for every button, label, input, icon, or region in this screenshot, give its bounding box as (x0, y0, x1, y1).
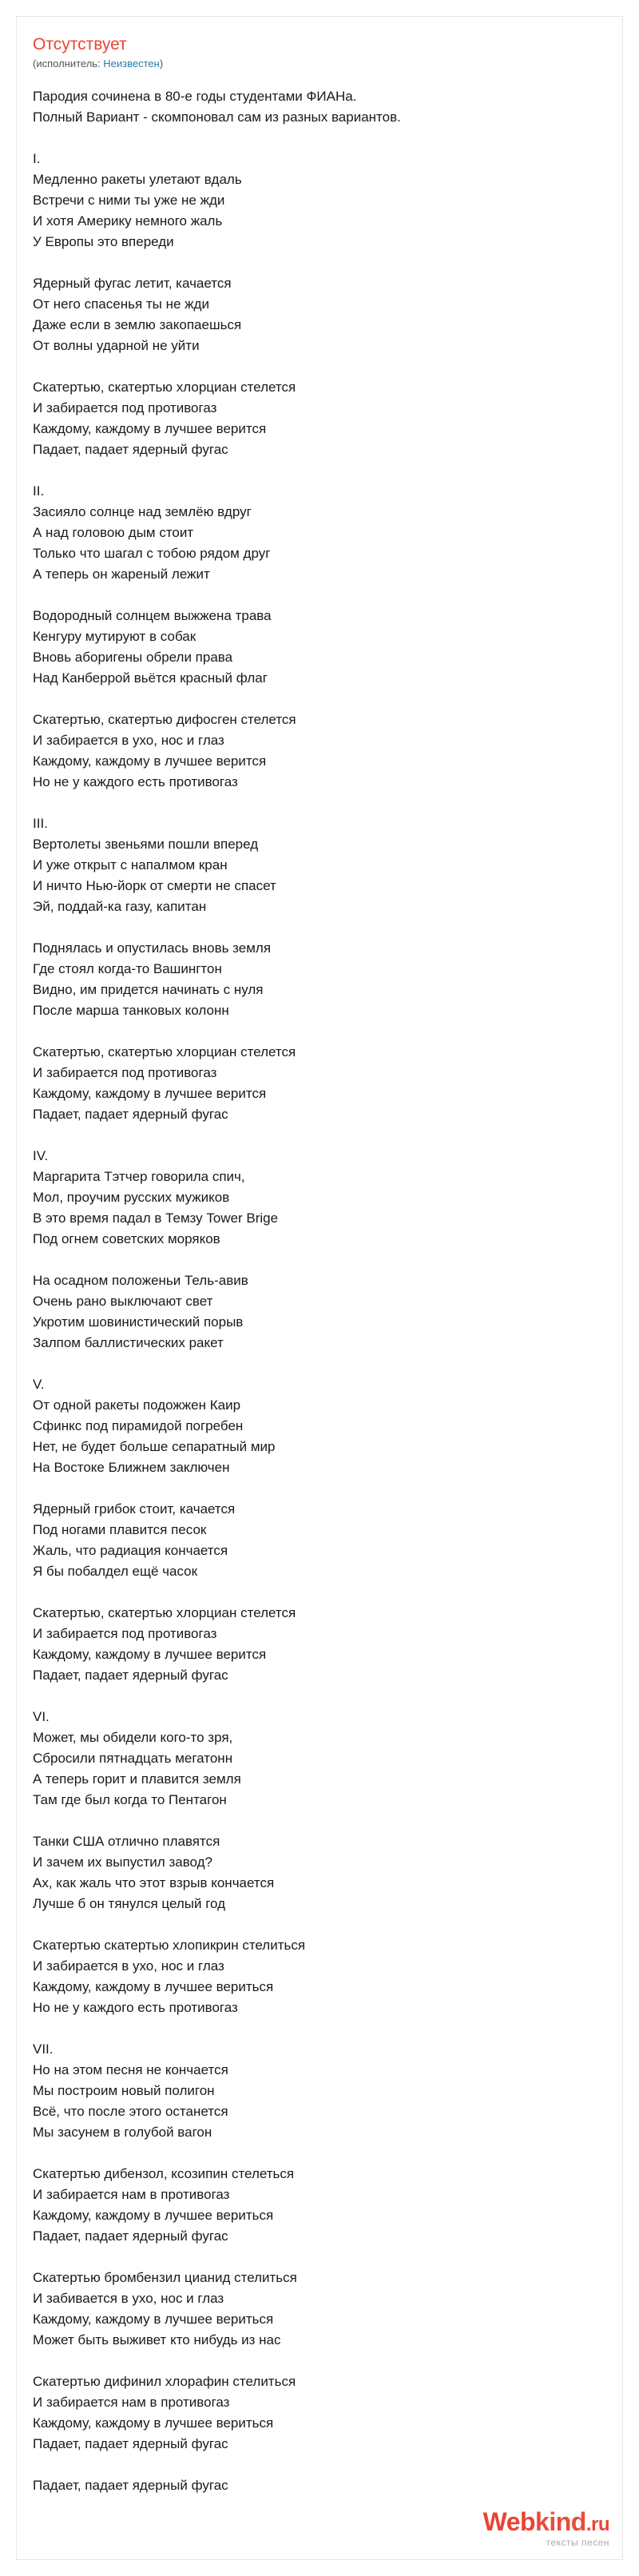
site-logo[interactable] (483, 2508, 609, 2548)
lyric-line: На осадном положеньи Тель-авив (33, 1273, 248, 1288)
lyric-line: Там где был когда то Пентагон (33, 1792, 227, 1807)
lyric-line: И забирается под противогаз (33, 1065, 217, 1080)
lyric-line: Маргарита Тэтчер говорила спич, (33, 1169, 245, 1184)
stanza-break (33, 793, 606, 813)
lyric-line: Вертолеты звеньями пошли вперед (33, 837, 259, 852)
logo-ru: .ru (585, 2514, 609, 2535)
lyric-line: IV. (33, 1148, 49, 1163)
lyric-line: И забирается нам в противогаз (33, 2395, 230, 2410)
lyric-line: VII. (33, 2041, 54, 2057)
stanza-break (33, 1021, 606, 1042)
lyric-line: Ах, как жаль что этот взрыв кончается (33, 1875, 275, 1890)
lyric-line: Над Канберрой вьётся красный флаг (33, 670, 268, 686)
stanza-break (33, 1914, 606, 1935)
lyric-line: Скатертью дибензол, ксозипин стелеться (33, 2166, 295, 2181)
lyric-line: Поднялась и опустилась вновь земля (33, 940, 272, 956)
lyric-line: Ядерный фугас летит, качается (33, 276, 232, 291)
lyric-line: Каждому, каждому в лучшее вериться (33, 1979, 274, 1994)
lyric-line: Может быть выживет кто нибудь из нас (33, 2332, 281, 2347)
stanza-break (33, 2351, 606, 2371)
lyric-line: Жаль, что радиация кончается (33, 1543, 228, 1558)
artist-prefix: (исполнитель: (33, 58, 104, 70)
lyric-line: Падает, падает ядерный фугас (33, 442, 228, 457)
lyric-line: От волны ударной не уйти (33, 338, 200, 353)
lyric-line: Мы засунем в голубой вагон (33, 2125, 212, 2140)
lyric-line: Каждому, каждому в лучшее вериться (33, 2415, 274, 2431)
lyric-line: Скатертью скатертью хлопикрин стелиться (33, 1938, 306, 1953)
lyric-line: И забивается в ухо, нос и глаз (33, 2291, 224, 2306)
stanza-break (33, 252, 606, 273)
lyric-line: Видно, им придется начинать с нуля (33, 982, 264, 997)
lyric-line: И забирается под противогаз (33, 400, 217, 415)
lyric-line: В это время падал в Темзу Tower Brige (33, 1210, 279, 1226)
stanza-break (33, 460, 606, 481)
lyric-line: Сфинкс под пирамидой погребен (33, 1418, 244, 1433)
stanza-break (33, 1582, 606, 1603)
stanza-break (33, 1811, 606, 1831)
stanza-break (33, 1125, 606, 1146)
stanza-break (33, 917, 606, 938)
lyric-line: Падает, падает ядерный фугас (33, 2228, 228, 2244)
lyric-line: И зачем их выпустил завод? (33, 1854, 212, 1870)
song-title: Отсутствует (33, 35, 127, 54)
lyric-line: И ничто Нью-йорк от смерти не спасет (33, 878, 276, 893)
stanza-break (33, 2247, 606, 2268)
artist-line (33, 58, 606, 70)
lyric-line: И забирается в ухо, нос и глаз (33, 733, 224, 748)
lyric-line: У Европы это впереди (33, 234, 174, 249)
lyric-line: Водородный солнцем выжжена трава (33, 608, 272, 623)
lyric-line: И забирается в ухо, нос и глаз (33, 1958, 224, 1974)
lyric-line: Пародия сочинена в 80-е годы студентами ФИАНа. (33, 89, 357, 104)
lyric-line: Очень рано выключают свет (33, 1294, 213, 1309)
lyric-line: Лучше б он тянулся целый год (33, 1896, 226, 1911)
lyric-line: Но на этом песня не кончается (33, 2062, 228, 2077)
lyric-line: А теперь горит и плавится земля (33, 1771, 241, 1787)
lyric-line: И забирается под противогаз (33, 1626, 217, 1641)
lyric-line: Скатертью, скатертью хлорциан стелется (33, 380, 296, 395)
lyric-line: Нет, не будет больше сепаратный мир (33, 1439, 276, 1454)
lyric-line: Скатертью, скатертью дифосген стелется (33, 712, 296, 727)
stanza-break (33, 128, 606, 149)
lyric-line: III. (33, 816, 48, 831)
lyric-line: Встречи с ними ты уже не жди (33, 193, 225, 208)
logo-subtitle: тексты песен (546, 2537, 609, 2548)
lyrics-page (16, 16, 623, 2560)
lyric-line: Где стоял когда-то Вашингтон (33, 961, 222, 976)
lyric-line: От одной ракеты подожжен Каир (33, 1397, 241, 1413)
lyric-line: Мы построим новый полигон (33, 2083, 215, 2098)
lyric-line: Скатертью бромбензил цианид стелиться (33, 2270, 297, 2285)
lyric-line: И забирается нам в противогаз (33, 2187, 230, 2202)
lyric-line: Засияло солнце над землёю вдруг (33, 504, 252, 519)
stanza-break (33, 356, 606, 377)
lyric-line: Даже если в землю закопаешься (33, 317, 242, 332)
lyric-line: Залпом баллистических ракет (33, 1335, 224, 1350)
lyric-line: А теперь он жареный лежит (33, 566, 210, 582)
lyric-line: Ядерный грибок стоит, качается (33, 1501, 236, 1517)
stanza-break (33, 2455, 606, 2475)
lyric-line: Сбросили пятнадцать мегатонн (33, 1751, 233, 1766)
lyric-line: Только что шагал с тобою рядом друг (33, 546, 271, 561)
lyric-line: Укротим шовинистический порыв (33, 1314, 244, 1330)
lyric-line: Скатертью, скатертью хлорциан стелется (33, 1605, 296, 1620)
lyric-line: Каждому, каждому в лучшее верится (33, 753, 267, 769)
stanza-break (33, 689, 606, 710)
lyric-line: Каждому, каждому в лучшее верится (33, 1647, 267, 1662)
lyric-line: Эй, поддай-ка газу, капитан (33, 899, 207, 914)
lyric-line: От него спасенья ты не жди (33, 296, 209, 312)
stanza-break (33, 1686, 606, 1707)
lyric-line: V. (33, 1377, 45, 1392)
stanza-break (33, 2018, 606, 2039)
lyric-line: Медленно ракеты улетают вдаль (33, 172, 242, 187)
lyric-line: Падает, падает ядерный фугас (33, 1107, 228, 1122)
lyric-line: Всё, что после этого останется (33, 2104, 228, 2119)
lyric-line: Но не у каждого есть противогаз (33, 774, 238, 789)
lyric-line: Но не у каждого есть противогаз (33, 2000, 238, 2015)
artist-link[interactable]: Неизвестен (103, 58, 160, 70)
lyric-line: II. (33, 483, 45, 499)
lyric-line: После марша танковых колонн (33, 1003, 229, 1018)
stanza-break (33, 1478, 606, 1499)
lyric-line: На Востоке Ближнем заключен (33, 1460, 230, 1475)
lyric-line: Каждому, каждому в лучшее вериться (33, 2312, 274, 2327)
lyric-line: I. (33, 151, 41, 166)
logo-wordmark (483, 2508, 609, 2538)
lyric-line: Каждому, каждому в лучшее верится (33, 421, 267, 436)
stanza-break (33, 585, 606, 606)
lyric-line: Падает, падает ядерный фугас (33, 2436, 228, 2451)
lyric-line: Может, мы обидели кого-то зря, (33, 1730, 233, 1745)
lyric-line: Каждому, каждому в лучшее вериться (33, 2208, 274, 2223)
lyric-line: И уже открыт с напалмом кран (33, 857, 228, 873)
lyric-line: Каждому, каждому в лучшее верится (33, 1086, 267, 1101)
lyric-line: Скатертью, скатертью хлорциан стелется (33, 1044, 296, 1059)
lyric-line: А над головою дым стоит (33, 525, 194, 540)
logo-web: Web (482, 2507, 536, 2536)
lyric-line: Полный Вариант - скомпоновал сам из разных вариантов. (33, 109, 401, 125)
stanza-break (33, 1354, 606, 1374)
lyric-line: Мол, проучим русских мужиков (33, 1190, 230, 1205)
lyric-line: И хотя Америку немного жаль (33, 213, 223, 229)
stanza-break (33, 1250, 606, 1270)
lyric-line: Кенгуру мутируют в собак (33, 629, 196, 644)
logo-kind: kind (535, 2507, 586, 2536)
stanza-break (33, 2143, 606, 2164)
lyric-line: Танки США отлично плавятся (33, 1834, 220, 1849)
lyric-line: Скатертью дифинил хлорафин стелиться (33, 2374, 296, 2389)
lyric-line: Падает, падает ядерный фугас (33, 2478, 228, 2493)
lyric-line: Я бы побалдел ещё часок (33, 1564, 198, 1579)
lyrics-text (33, 86, 606, 2496)
lyric-line: Вновь аборигены обрели права (33, 650, 233, 665)
lyric-line: VI. (33, 1709, 50, 1724)
lyric-line: Под ногами плавится песок (33, 1522, 207, 1537)
lyric-line: Падает, падает ядерный фугас (33, 1668, 228, 1683)
lyric-line: Под огнем советских моряков (33, 1231, 220, 1246)
artist-suffix: ) (159, 58, 164, 70)
